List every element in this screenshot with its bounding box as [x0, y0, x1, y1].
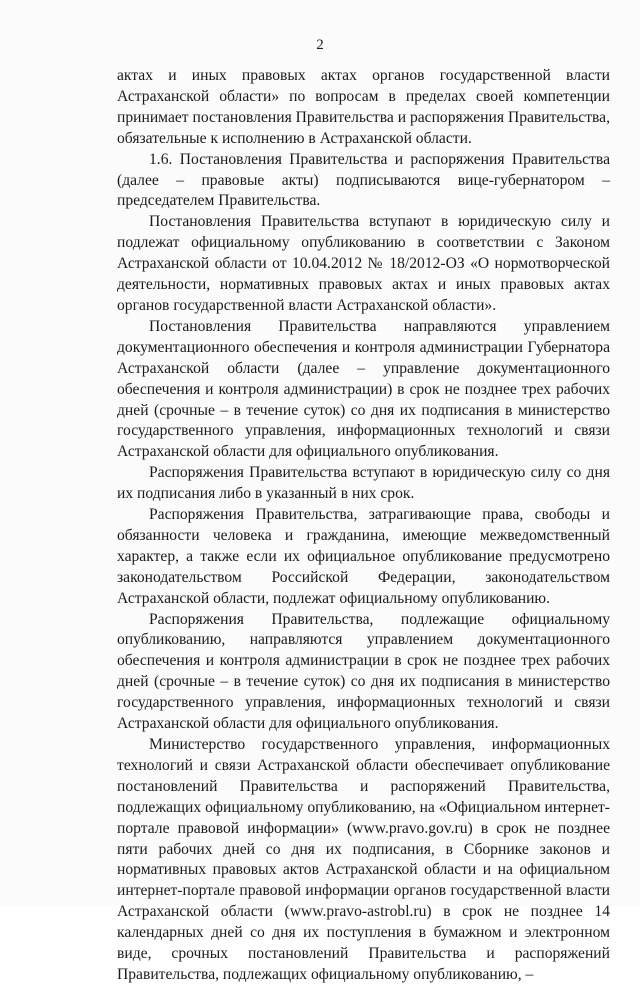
paragraph: Распоряжения Правительства, затрагивающие права, свободы и обязанности человека и гражданина, имеющие межведомственный характер, а также если их официальное опубликование предусмотрено законодательством Российской Федерации, законодательством Астраханской области, подлежат официальному опубликованию.	[117, 506, 610, 607]
paragraph: 1.6. Постановления Правительства и распоряжения Правительства (далее – правовые акты) подписываются вице-губернатором – председателем Правительства.	[117, 150, 610, 210]
paragraph: Распоряжения Правительства, подлежащие официальному опубликованию, направляются управлением документационного обеспечения и контроля администрации в срок не позднее трех рабочих дней (срочные – в течение суток) со дня их подписания в министерство государственного управления, информационных технологий и связи Астраханской области для официального опубликования.	[117, 610, 610, 733]
document-body	[117, 66, 610, 986]
page-number: 2	[316, 37, 324, 53]
paragraph: Министерство государственного управления, информационных технологий и связи Астраханской области обеспечивает опубликование постановлений Правительства и распоряжений Правительства, подлежащих официальному опубликованию, на «Официальном интернет-портале правовой информации» (www.pravo.gov.ru) в срок не позднее пяти рабочих дней со дня их подписания, в Сборнике законов и нормативных правовых актов Астраханской области и на официальном интернет-портале правовой информации органов государственной власти Астраханской области (www.pravo-astrobl.ru) в срок не позднее 14 календарных дней со дня их поступления в бумажном и электронном виде, срочных постановлений Правительства и распоряжений Правительства, подлежащих официальному опубликованию, –	[117, 736, 610, 983]
paragraph: Постановления Правительства направляются управлением документационного обеспечения и контроля администрации Губернатора Астраханской области (далее – управление документационного обеспечения и контроля администрации) в срок не позднее трех рабочих дней (срочные – в течение суток) со дня их подписания в министерство государственного управления, информационных технологий и связи Астраханской области для официального опубликования.	[117, 317, 610, 461]
paragraph: актах и иных правовых актах органов государственной власти Астраханской области» по вопросам в пределах своей компетенции принимает постановления Правительства и распоряжения Правительства, обязательные к исполнению в Астраханской области.	[117, 67, 610, 147]
paragraph: Постановления Правительства вступают в юридическую силу и подлежат официальному опубликованию в соответствии с Законом Астраханской области от 10.04.2012 № 18/2012-ОЗ «О нормотворческой деятельности, нормативных правовых актах и иных правовых актах органов государственной власти Астраханской области».	[117, 213, 610, 314]
paragraph: Распоряжения Правительства вступают в юридическую силу со дня их подписания либо в указанный в них срок.	[117, 464, 610, 503]
